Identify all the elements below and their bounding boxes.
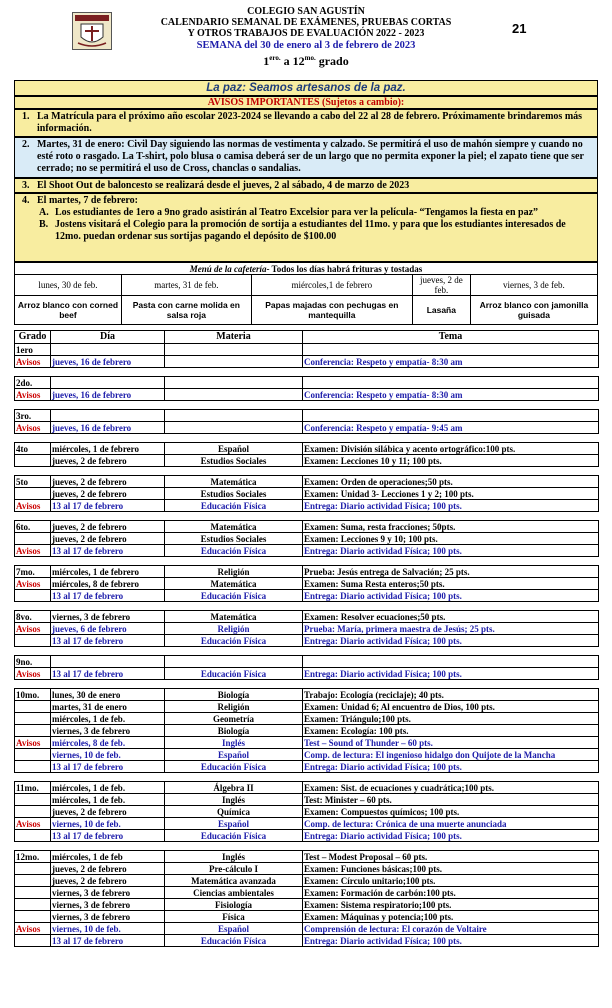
group-spacer (15, 467, 599, 476)
subject-cell: Matemática avanzada (165, 875, 303, 887)
grade-cell (15, 590, 51, 602)
day-cell (51, 656, 165, 668)
subject-cell: Inglés (165, 794, 303, 806)
title-line-2: Y OTROS TRABAJOS DE EVALUACIÓN 2022 - 2023 (187, 28, 425, 39)
grade-cell: Avisos (15, 668, 51, 680)
grade-cell: 6to. (15, 521, 51, 533)
topic-cell: Examen: Suma, resta fracciones; 50pts. (303, 521, 599, 533)
topic-cell: Comp. de lectura: Crónica de una muerte anunciada (303, 818, 599, 830)
table-row (15, 713, 599, 725)
subject-cell (165, 422, 303, 434)
table-row (15, 377, 599, 389)
day-cell: viernes, 10 de feb. (51, 923, 165, 935)
table-row (15, 635, 599, 647)
grade-cell: Avisos (15, 578, 51, 590)
topic-cell: Examen: Lecciones 9 y 10; 100 pts. (303, 533, 599, 545)
topic-cell: Conferencia: Respeto y empatía- 8:30 am (303, 356, 599, 368)
table-row (15, 749, 599, 761)
topic-cell: Examen: División silábica y acento ortográfico:100 pts. (303, 443, 599, 455)
group-spacer (15, 512, 599, 521)
topic-cell: Comp. de lectura: El ingenioso hidalgo don Quijote de la Mancha (303, 749, 599, 761)
day-cell: martes, 31 de enero (51, 701, 165, 713)
subject-cell: Español (165, 923, 303, 935)
grade-cell: 4to (15, 443, 51, 455)
grade-cell (15, 701, 51, 713)
day-cell: 13 al 17 de febrero (51, 590, 165, 602)
topic-cell (303, 377, 599, 389)
grade-cell (15, 794, 51, 806)
aviso-item-1: 1. La Matrícula para el próximo año escolar 2023-2024 se llevando a cabo del 22 al 28 de febrero. Próximamente brindaremos más información. (14, 109, 598, 137)
day-cell: miércoles, 1 de feb. (51, 713, 165, 725)
day-cell (51, 377, 165, 389)
school-name: COLEGIO SAN AGUSTÍN (247, 6, 365, 17)
table-row (15, 356, 599, 368)
topic-cell: Conferencia: Respeto y empatía- 9:45 am (303, 422, 599, 434)
topic-cell: Entrega: Diario actividad Física; 100 pts. (303, 935, 599, 947)
grade-cell (15, 749, 51, 761)
menu-food: Arroz blanco con jamonilla guisada (470, 296, 597, 325)
subject-cell: Estudios Sociales (165, 533, 303, 545)
subject-cell: Religión (165, 566, 303, 578)
topic-cell: Examen: Orden de operaciones;50 pts. (303, 476, 599, 488)
day-cell: jueves, 2 de febrero (51, 521, 165, 533)
grade-cell: 5to (15, 476, 51, 488)
subject-cell: Inglés (165, 737, 303, 749)
group-spacer (15, 680, 599, 689)
table-row (15, 533, 599, 545)
grade-cell (15, 533, 51, 545)
grade-cell (15, 455, 51, 467)
topic-cell: Comprensión de lectura: El corazón de Voltaire (303, 923, 599, 935)
grade-cell: Avisos (15, 923, 51, 935)
table-row (15, 923, 599, 935)
subject-cell: Estudios Sociales (165, 455, 303, 467)
table-row (15, 344, 599, 356)
table-row (15, 488, 599, 500)
day-cell: viernes, 3 de febrero (51, 725, 165, 737)
topic-cell (303, 656, 599, 668)
table-row (15, 443, 599, 455)
table-row (15, 851, 599, 863)
day-cell: miércoles, 8 de feb. (51, 737, 165, 749)
menu-title: Menú de la cafetería- Todos los días habrá frituras y tostadas (15, 263, 598, 275)
table-row (15, 623, 599, 635)
table-row (15, 410, 599, 422)
subject-cell (165, 389, 303, 401)
grade-cell: Avisos (15, 818, 51, 830)
aviso-sub-b: B. Jostens visitará el Colegio para la promoción de sortija a estudiantes del 11mo. y para que los estudiantes interesados de 12mo. puedan ordenar sus sortijas pagando el depósito de $100.00 (39, 219, 566, 242)
table-row (15, 455, 599, 467)
table-row (15, 899, 599, 911)
table-row (15, 389, 599, 401)
day-cell (51, 410, 165, 422)
day-cell: miércoles, 1 de feb. (51, 794, 165, 806)
grades-range: $1^{ero.}$ a $12^{mo.}$ grado (263, 54, 349, 68)
day-cell: viernes, 3 de febrero (51, 887, 165, 899)
group-spacer (15, 368, 599, 377)
topic-cell: Entrega: Diario actividad Física; 100 pts. (303, 668, 599, 680)
day-cell: viernes, 10 de feb. (51, 749, 165, 761)
group-spacer (15, 602, 599, 611)
col-header-materia: Materia (165, 331, 303, 344)
grade-cell: 12mo. (15, 851, 51, 863)
subject-cell: Física (165, 911, 303, 923)
col-header-tema: Tema (303, 331, 599, 344)
motto: La paz: Seamos artesanos de la paz. (14, 80, 598, 96)
group-spacer (15, 434, 599, 443)
group-spacer (15, 557, 599, 566)
table-row (15, 578, 599, 590)
grade-cell (15, 635, 51, 647)
subject-cell: Geometría (165, 713, 303, 725)
subject-cell: Español (165, 818, 303, 830)
topic-cell: Entrega: Diario actividad Física; 100 pts. (303, 545, 599, 557)
subject-cell: Español (165, 749, 303, 761)
topic-cell: Examen: Ecología: 100 pts. (303, 725, 599, 737)
table-row (15, 830, 599, 842)
topic-cell: Test – Modest Proposal – 60 pts. (303, 851, 599, 863)
day-cell: jueves, 2 de febrero (51, 863, 165, 875)
grade-cell (15, 761, 51, 773)
day-cell: lunes, 30 de enero (51, 689, 165, 701)
col-header-grado: Grado (15, 331, 51, 344)
topic-cell: Entrega: Diario actividad Física; 100 pts. (303, 500, 599, 512)
day-cell: miércoles, 8 de febrero (51, 578, 165, 590)
grade-cell: 7mo. (15, 566, 51, 578)
grade-cell (15, 725, 51, 737)
table-row (15, 545, 599, 557)
topic-cell: Entrega: Diario actividad Física; 100 pts. (303, 590, 599, 602)
topic-cell: Prueba: Jesús entrega de Salvación; 25 pts. (303, 566, 599, 578)
table-row (15, 476, 599, 488)
subject-cell: Educación Física (165, 830, 303, 842)
grade-cell: 8vo. (15, 611, 51, 623)
group-spacer (15, 773, 599, 782)
day-cell: jueves, 2 de febrero (51, 488, 165, 500)
table-row (15, 656, 599, 668)
menu-day: miércoles,1 de febrero (251, 275, 412, 296)
day-cell: 13 al 17 de febrero (51, 761, 165, 773)
topic-cell: Examen: Funciones básicas;100 pts. (303, 863, 599, 875)
avisos-title: AVISOS IMPORTANTES (Sujetos a cambio): (14, 96, 598, 109)
table-row (15, 818, 599, 830)
grade-cell: Avisos (15, 500, 51, 512)
table-row (15, 689, 599, 701)
day-cell: miércoles, 1 de febrero (51, 443, 165, 455)
title-line-1: CALENDARIO SEMANAL DE EXÁMENES, PRUEBAS CORTAS (160, 17, 452, 28)
subject-cell (165, 410, 303, 422)
subject-cell (165, 356, 303, 368)
grade-cell: 9no. (15, 656, 51, 668)
menu-day: jueves, 2 de feb. (412, 275, 470, 296)
table-row (15, 887, 599, 899)
grade-cell (15, 899, 51, 911)
table-row (15, 794, 599, 806)
table-row (15, 782, 599, 794)
table-row (15, 611, 599, 623)
grade-cell: 10mo. (15, 689, 51, 701)
topic-cell: Examen: Círculo unitario;100 pts. (303, 875, 599, 887)
exam-schedule-table (14, 330, 599, 947)
table-row (15, 701, 599, 713)
menu-day: lunes, 30 de feb. (15, 275, 122, 296)
table-row (15, 863, 599, 875)
day-cell: 13 al 17 de febrero (51, 668, 165, 680)
grade-cell: Avisos (15, 545, 51, 557)
grade-cell: 3ro. (15, 410, 51, 422)
subject-cell: Inglés (165, 851, 303, 863)
subject-cell: Matemática (165, 521, 303, 533)
day-cell (51, 344, 165, 356)
day-cell: 13 al 17 de febrero (51, 545, 165, 557)
subject-cell: Educación Física (165, 668, 303, 680)
grade-cell: 2do. (15, 377, 51, 389)
subject-cell: Español (165, 443, 303, 455)
subject-cell (165, 377, 303, 389)
subject-cell: Educación Física (165, 590, 303, 602)
aviso-sub-a: A. Los estudiantes de 1ero a 9no grado asistirán al Teatro Excelsior para ver la película- “Tengamos la fiesta en paz” (39, 207, 539, 218)
topic-cell (303, 410, 599, 422)
group-spacer (15, 401, 599, 410)
week-range: SEMANA del 30 de enero al 3 de febrero de 2023 (196, 40, 416, 51)
subject-cell: Educación Física (165, 635, 303, 647)
table-row (15, 911, 599, 923)
grade-cell (15, 887, 51, 899)
day-cell: miércoles, 1 de febrero (51, 566, 165, 578)
table-row (15, 875, 599, 887)
topic-cell: Examen: Formación de carbón:100 pts. (303, 887, 599, 899)
topic-cell: Prueba: María, primera maestra de Jesús; 25 pts. (303, 623, 599, 635)
subject-cell: Biología (165, 725, 303, 737)
subject-cell: Religión (165, 701, 303, 713)
table-row (15, 422, 599, 434)
topic-cell: Entrega: Diario actividad Física; 100 pts. (303, 635, 599, 647)
grade-cell (15, 875, 51, 887)
menu-day: martes, 31 de feb. (121, 275, 251, 296)
topic-cell: Examen: Resolver ecuaciones;50 pts. (303, 611, 599, 623)
page-number: 21 (512, 21, 527, 36)
table-row (15, 806, 599, 818)
subject-cell: Pre-cálculo I (165, 863, 303, 875)
topic-cell: Examen: Unidad 6; Al encuentro de Dios, 100 pts. (303, 701, 599, 713)
day-cell: miércoles, 1 de feb. (51, 782, 165, 794)
table-row (15, 566, 599, 578)
topic-cell (303, 344, 599, 356)
group-spacer (15, 842, 599, 851)
day-cell: viernes, 10 de feb. (51, 818, 165, 830)
grade-cell: Avisos (15, 422, 51, 434)
subject-cell: Religión (165, 623, 303, 635)
aviso-item-3: 3. El Shoot Out de baloncesto se realizará desde el jueves, 2 al sábado, 4 de marzo de 2023 (14, 178, 598, 193)
day-cell: jueves, 16 de febrero (51, 422, 165, 434)
table-row (15, 737, 599, 749)
menu-food: Arroz blanco con corned beef (15, 296, 122, 325)
subject-cell: Fisiología (165, 899, 303, 911)
subject-cell: Ciencias ambientales (165, 887, 303, 899)
topic-cell: Examen: Compuestos químicos; 100 pts. (303, 806, 599, 818)
grade-cell: 1ero (15, 344, 51, 356)
menu-food: Lasaña (412, 296, 470, 325)
grade-cell: Avisos (15, 356, 51, 368)
aviso-item-2: 2. Martes, 31 de enero: Civil Day siguiendo las normas de vestimenta y calzado. Se permitirá el uso de mahón siempre y cuando no esté roto o rasgado. La T-shirt, polo blusa o camisa deberá ser de un largo que no permita exponer la piel; el zapato tiene que ser cerrado; no se permitirá el uso de Cross, chanclas o sandalias. (14, 137, 598, 178)
subject-cell: Educación Física (165, 935, 303, 947)
day-cell: 13 al 17 de febrero (51, 500, 165, 512)
table-row (15, 761, 599, 773)
subject-cell: Biología (165, 689, 303, 701)
topic-cell: Test: Minister – 60 pts. (303, 794, 599, 806)
cafeteria-menu (14, 262, 598, 325)
grade-cell: 11mo. (15, 782, 51, 794)
subject-cell: Matemática (165, 578, 303, 590)
grade-cell: Avisos (15, 737, 51, 749)
grade-cell (15, 713, 51, 725)
menu-day: viernes, 3 de feb. (470, 275, 597, 296)
day-cell: jueves, 2 de febrero (51, 806, 165, 818)
school-crest-logo (72, 12, 112, 50)
topic-cell: Test – Sound of Thunder – 60 pts. (303, 737, 599, 749)
col-header-dia: Día (51, 331, 165, 344)
day-cell: jueves, 2 de febrero (51, 875, 165, 887)
day-cell: 13 al 17 de febrero (51, 935, 165, 947)
day-cell: jueves, 6 de febrero (51, 623, 165, 635)
subject-cell: Matemática (165, 476, 303, 488)
topic-cell: Examen: Lecciones 10 y 11; 100 pts. (303, 455, 599, 467)
subject-cell (165, 344, 303, 356)
grade-cell (15, 911, 51, 923)
subject-cell (165, 656, 303, 668)
day-cell: jueves, 16 de febrero (51, 389, 165, 401)
menu-food: Pasta con carne molida en salsa roja (121, 296, 251, 325)
grade-cell (15, 863, 51, 875)
topic-cell: Trabajo: Ecología (reciclaje); 40 pts. (303, 689, 599, 701)
day-cell: viernes, 3 de febrero (51, 899, 165, 911)
aviso-item-4: 4. El martes, 7 de febrero: A. Los estudiantes de 1ero a 9no grado asistirán al Teatro Excelsior para ver la película- “Tengamos la fiesta en paz” B. Jostens visitará el Colegio para la promoción de sortija a estudiantes del 11mo. y para que los estudiantes interesados de 12mo. puedan ordenar sus sortijas pagando el depósito de $100.00 (14, 193, 598, 262)
subject-cell: Educación Física (165, 761, 303, 773)
menu-food: Papas majadas con pechugas en mantequilla (251, 296, 412, 325)
table-row (15, 935, 599, 947)
topic-cell: Entrega: Diario actividad Física; 100 pts. (303, 830, 599, 842)
day-cell: 13 al 17 de febrero (51, 830, 165, 842)
grade-cell (15, 806, 51, 818)
topic-cell: Examen: Sist. de ecuaciones y cuadrática;100 pts. (303, 782, 599, 794)
topic-cell: Examen: Máquinas y potencia;100 pts. (303, 911, 599, 923)
grade-cell (15, 488, 51, 500)
day-cell: jueves, 16 de febrero (51, 356, 165, 368)
table-row (15, 500, 599, 512)
day-cell: viernes, 3 de febrero (51, 611, 165, 623)
topic-cell: Entrega: Diario actividad Física; 100 pts. (303, 761, 599, 773)
day-cell: jueves, 2 de febrero (51, 533, 165, 545)
day-cell: jueves, 2 de febrero (51, 455, 165, 467)
day-cell: jueves, 2 de febrero (51, 476, 165, 488)
table-row (15, 590, 599, 602)
day-cell: miércoles, 1 de feb (51, 851, 165, 863)
topic-cell: Conferencia: Respeto y empatía- 8:30 am (303, 389, 599, 401)
day-cell: viernes, 3 de febrero (51, 911, 165, 923)
subject-cell: Matemática (165, 611, 303, 623)
topic-cell: Examen: Suma Resta enteros;50 pts. (303, 578, 599, 590)
grade-cell (15, 830, 51, 842)
topic-cell: Examen: Sistema respiratorio;100 pts. (303, 899, 599, 911)
table-row (15, 668, 599, 680)
subject-cell: Estudios Sociales (165, 488, 303, 500)
subject-cell: Química (165, 806, 303, 818)
topic-cell: Examen: Unidad 3- Lecciones 1 y 2; 100 pts. (303, 488, 599, 500)
subject-cell: Álgebra II (165, 782, 303, 794)
table-row (15, 725, 599, 737)
group-spacer (15, 647, 599, 656)
topic-cell: Examen: Triángulo;100 pts. (303, 713, 599, 725)
grade-cell (15, 935, 51, 947)
subject-cell: Educación Física (165, 545, 303, 557)
table-row (15, 521, 599, 533)
day-cell: 13 al 17 de febrero (51, 635, 165, 647)
grade-cell: Avisos (15, 623, 51, 635)
subject-cell: Educación Física (165, 500, 303, 512)
grade-cell: Avisos (15, 389, 51, 401)
